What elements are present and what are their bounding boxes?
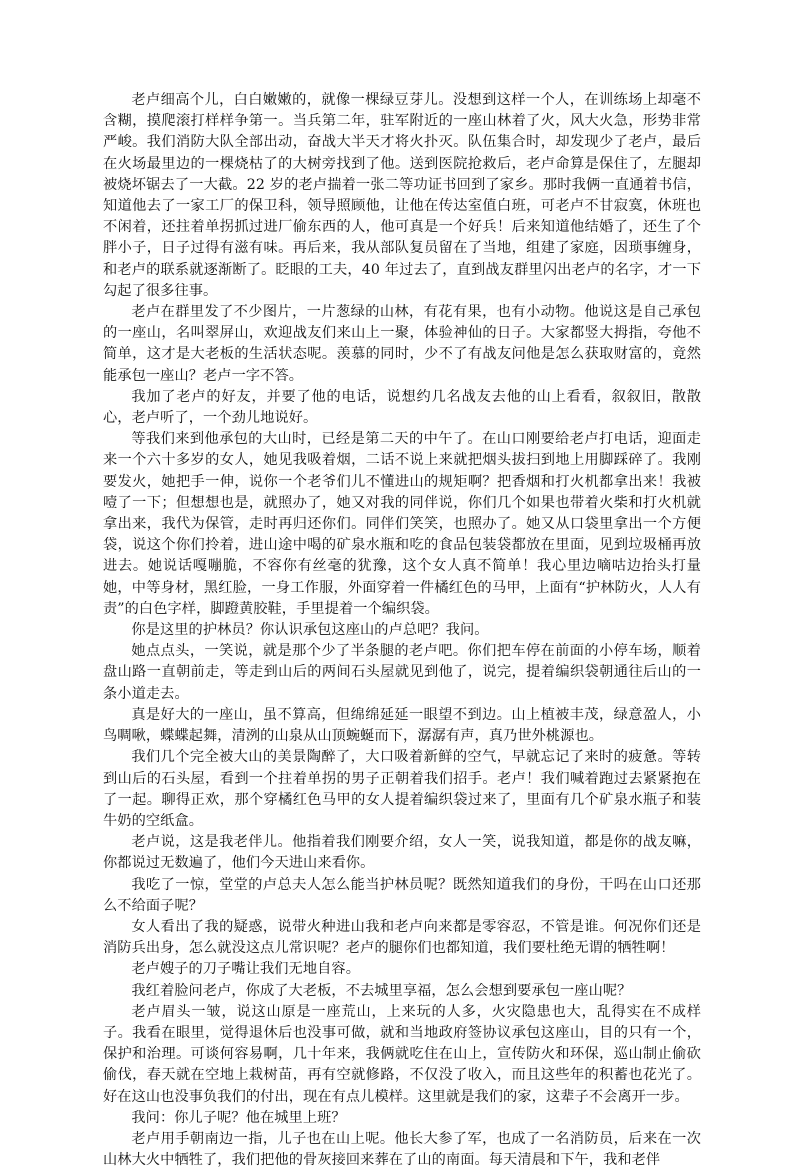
paragraph: 老卢眉头一皱，说这山原是一座荒山，上来玩的人多，火灾隐患也大，乱得实在不成样子。我看在眼里，觉得退休后也没事可做，就和当地政府签协议承包这座山，目的只有一个，保护和治理。可谈何容易啊，几十年来，我俩就吃住在山上，宣传防火和环保，巡山制止偷砍偷伐，春天就在空地上栽树苗，再有空就修路，不仅没了收入，而且这些年的积蓄也花光了。好在这山也没事负我们的付出，现在有点儿模样。这里就是我们的家，这辈子不会离开一步。 xyxy=(103,1003,701,1105)
paragraph: 她点点头，一笑说，就是那个少了半条腿的老卢吧。你们把车停在前面的小停车场，顺着盘山路一直朝前走，等走到山后的两间石头屋就见到他了，说完，提着编织袋朝通往后山的一条小道走去。 xyxy=(103,643,701,702)
paragraph: 我红着脸问老卢，你成了大老板，不去城里享福，怎么会想到要承包一座山呢？ xyxy=(131,982,632,999)
paragraph: 老卢用手朝南边一指，儿子也在山上呢。他长大参了军，也成了一名消防员，后来在一次山林大火中牺牲了，我们把他的骨灰接回来葬在了山的南面。每天清晨和下午，我和老伴 xyxy=(103,1130,701,1169)
paragraph: 等我们来到他承包的大山时，已经是第二天的中午了。在山口刚要给老卢打电话，迎面走来一个六十多岁的女人，她见我吸着烟，二话不说上来就把烟头拔扫到地上用脚踩碎了。我刚要发火，她把手一伸，说你一个老爷们儿不懂进山的规矩啊？把香烟和打火机都拿出来！我被噎了一下；但想想也是，就照办了，她又对我的同伴说，你们几个如果也带着火柴和打火机就拿出来，我代为保管，走时再归还你们。同伴们笑笑，也照办了。她又从口袋里拿出一个方便袋，说这个你们拎着，进山途中喝的矿泉水瓶和吃的食品包装袋都放在里面，见到垃圾桶再放进去。她说话嘎嘣脆，不容你有丝毫的犹豫，这个女人真不简单！我心里边嘀咕边抬头打量她，中等身材，黑红脸，一身工作服，外面穿着一件橘红色的马甲，上面有“护林防火，人人有责”的白色字样，脚蹬黄胶鞋，手里提着一个编织袋。 xyxy=(103,431,701,617)
paragraph: 真是好大的一座山，虽不算高，但绵绵延延一眼望不到边。山上植被丰茂，绿意盈人，小鸟啁啾，蝶蝶起舞，清洌的山泉从山顶蜿蜒而下，潺潺有声，真乃世外桃源也。 xyxy=(103,706,701,745)
paragraph: 你是这里的护林员？你认识承包这座山的卢总吧？我问。 xyxy=(131,622,489,639)
paragraph: 老卢在群里发了不少图片，一片葱绿的山林，有花有果，也有小动物。他说这是自己承包的一座山，名叫翠屏山，欢迎战友们来山上一聚，体验神仙的日子。大家都竖大拇指，夸他不简单，这才是大老板的生活状态呢。羡慕的同时，少不了有战友问他是怎么获取财富的，竟然能承包一座山？老卢一字不答。 xyxy=(103,304,701,384)
paragraph: 我吃了一惊，堂堂的卢总夫人怎么能当护林员呢？既然知道我们的身份，干吗在山口还那么不给面子呢？ xyxy=(103,876,701,914)
paragraph: 我加了老卢的好友，并要了他的电话，说想约几名战友去他的山上看看，叙叙旧，散散心，老卢听了，一个劲儿地说好。 xyxy=(103,388,701,427)
paragraph: 我问：你儿子呢？他在城里上班？ xyxy=(131,1109,346,1126)
paragraph: 老卢细高个儿，白白嫩嫩的，就像一棵绿豆芽儿。没想到这样一个人，在训练场上却毫不含糊，摸爬滚打样样争第一。当兵第二年，驻军附近的一座山林着了火，风大火急，形势非常严峻。我们消防大队全部出动，奋战大半天才将火扑灭。队伍集合时，却发现少了老卢，最后在火场最里边的一棵烧枯了的大树旁找到了他。送到医院抢救后，老卢命算是保住了，左腿却被烧坏锯去了一大截。22 岁的老卢揣着一张二等功证书回到了家乡。那时我俩一直通着书信，知道他去了一家工厂的保卫科，领导照顾他，让他在传达室值白班，可老卢不甘寂寞，休班也不闲着，还拄着单拐抓过进厂偷东西的人，他可真是一个好兵！后来知道他结婚了，还生了个胖小子，日子过得有滋有味。再后来，我从部队复员留在了当地，组建了家庭，因琐事缠身，和老卢的联系就逐渐断了。眨眼的工夫，40 年过去了，直到战友群里闪出老卢的名字，才一下勾起了很多往事。 xyxy=(103,92,701,299)
article-body xyxy=(103,90,701,1171)
paragraph: 女人看出了我的疑惑，说带火种进山我和老卢向来都是零容忍，不管是谁。何况你们还是消防兵出身，怎么就没这点儿常识呢？老卢的腿你们也都知道，我们要杜绝无谓的牺牲啊！ xyxy=(103,918,701,957)
paragraph: 我们几个完全被大山的美景陶醉了，大口吸着新鲜的空气，早就忘记了来时的疲惫。等转到山后的石头屋，看到一个拄着单拐的男子正朝着我们招手。老卢！我们喊着跑过去紧紧抱在了一起。聊得正欢，那个穿橘红色马甲的女人提着编织袋过来了，里面有几个矿泉水瓶子和装牛奶的空纸盒。 xyxy=(103,749,701,829)
paragraph: 老卢说，这是我老伴儿。他指着我们刚要介绍，女人一笑，说我知道，都是你的战友嘛，你都说过无数遍了，他们今天进山来看你。 xyxy=(103,834,701,872)
paragraph: 老卢嫂子的刀子嘴让我们无地自容。 xyxy=(131,961,360,978)
